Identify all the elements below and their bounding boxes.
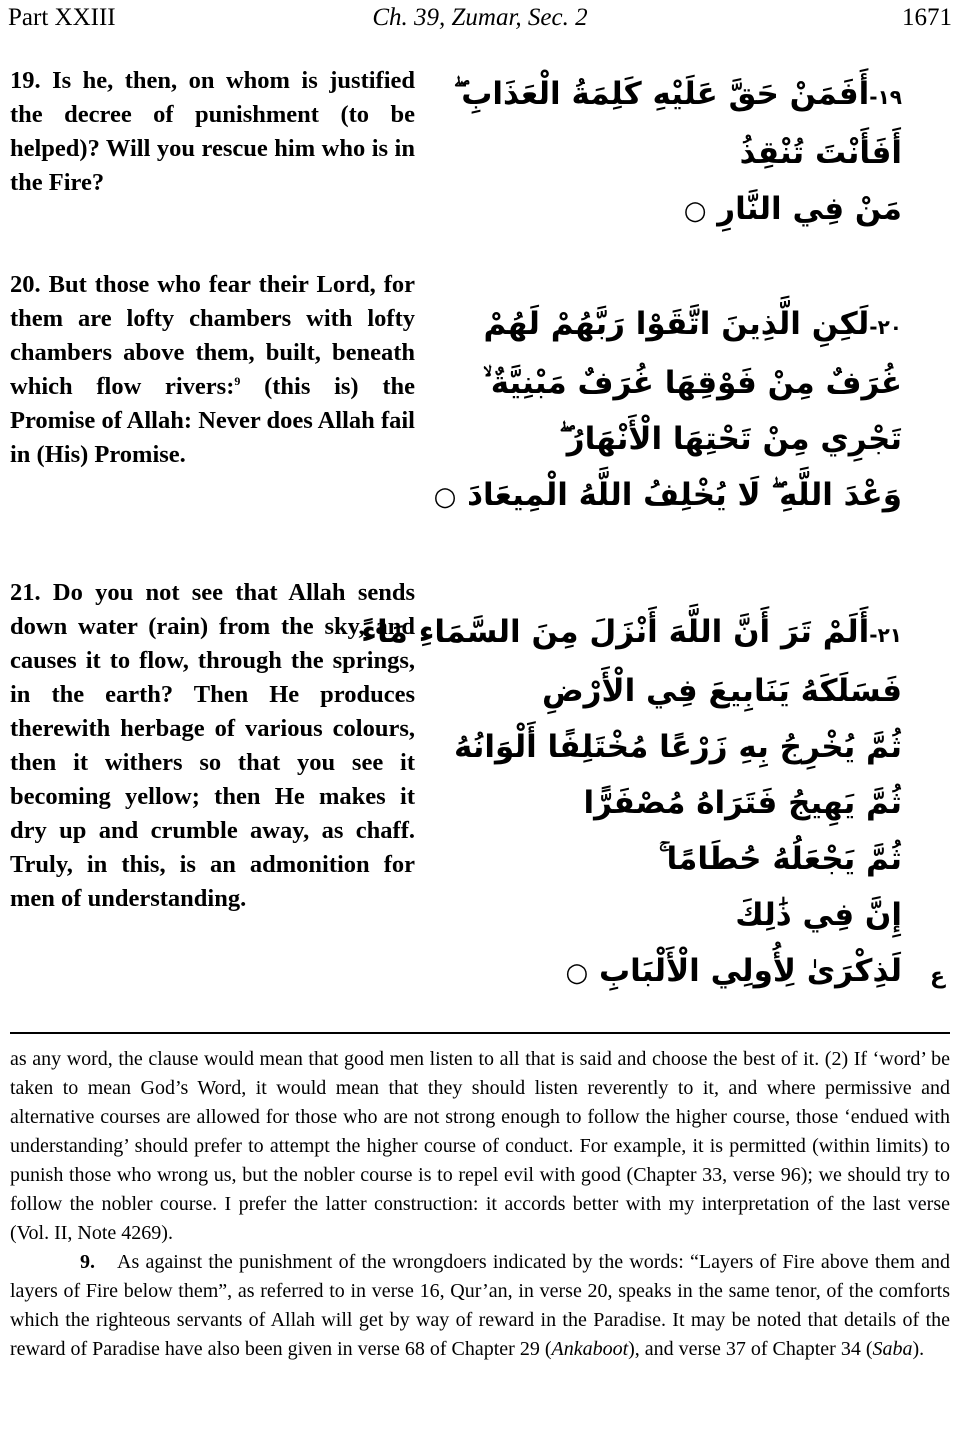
footnote-divider [10, 1032, 950, 1034]
footnote-label: 9. [80, 1251, 95, 1273]
ruku-marker: ع [930, 964, 946, 989]
arabic-line: فَسَلَكَهُ يَنَابِيعَ فِي الْأَرْضِ [541, 673, 902, 709]
running-header [0, 2, 960, 36]
arabic-line: ثُمَّ يُخْرِجُ بِهِ زَرْعًا مُخْتَلِفًا أَلْوَانُهُ [453, 729, 902, 765]
page-number: 1671 [902, 4, 952, 31]
arabic-verse-number: ٢٠- [869, 315, 902, 339]
verse-text: But those who fear their Lord, for them are lofty chambers with lofty chambers above them, built, beneath which flow rivers: [10, 271, 416, 400]
footnote-9: 9. As against the punishment of the wrongdoers indicated by the words: “Layers of Fire above them and layers of Fire below them”, as referred to in verse 16, Qur’an, in verse 20, speaks in the same tenor, of the comforts which the righteous servants of Allah will get by way of reward in the Paradise. It may be noted that details of the reward of Paradise have also been given in verse 68 of Chapter 29 (Ankaboot), and verse 37 of Chapter 34 (Saba). [10, 1251, 950, 1360]
arabic-line: غُرَفٌ مِنْ فَوْقِهَا غُرَفٌ مَبْنِيَّةٌ ۙ [482, 365, 902, 401]
verse-number: 21. [10, 579, 41, 606]
verse-21-arabic [361, 604, 902, 1001]
arabic-line: ٢١-أَلَمْ تَرَ أَنَّ اللَّهَ أَنْزَلَ مِنَ السَّمَاءِ مَاءً [361, 614, 902, 650]
verse-20-translation [10, 268, 415, 472]
arabic-line: إِنَّ فِي ذَٰلِكَ [735, 897, 902, 933]
arabic-verse-number: ١٩- [869, 85, 902, 109]
footnotes [10, 1045, 950, 1364]
verse-text: (this is) the Promise of Allah: Never does Allah fail in (His) Promise. [10, 373, 415, 468]
footnote-continuation: as any word, the clause would mean that good men listen to all that is said and choose the best of it. (2) If ‘word’ be taken to mean God’s Word, it would mean that they should listen reverently to it, and where permissive and alternative courses are allowed for those who are not strong enough to follow the higher course, those ‘endued with understanding’ should prefer to attempt the higher course of conduct. For example, it is permitted (within limits) to punish those who wrong us, but the nobler course is to repel evil with good (Chapter 33, verse 96); we should try to follow the nobler course. I prefer the latter construction: it accords better with my interpretation of the last verse (Vol. II, Note 4269). [10, 1048, 950, 1244]
verse-21-translation [10, 576, 415, 916]
verse-text: Is he, then, on whom is justified the decree of punishment (to be helped)? Will you rescue him who is in the Fire? [10, 67, 415, 196]
arabic-line: وَعْدَ اللَّهِ ۖ لَا يُخْلِفُ اللَّهُ الْمِيعَادَ ○ [433, 477, 902, 513]
ayah-end-icon: ○ [433, 482, 457, 512]
arabic-line: ٢٠-لَكِنِ الَّذِينَ اتَّقَوْا رَبَّهُمْ لَهُمْ [483, 306, 902, 342]
arabic-line: لَذِكْرَىٰ لِأُولِي الْأَلْبَابِ ○ [565, 953, 902, 989]
arabic-line: مَنْ فِي النَّارِ ○ [683, 191, 902, 227]
verse-19-arabic [453, 66, 902, 239]
cited-surah: Saba [872, 1338, 913, 1360]
arabic-verse-number: ٢١- [869, 623, 902, 647]
verse-20-arabic [433, 296, 902, 525]
arabic-line: ثُمَّ يَجْعَلُهُ حُطَامًا ۚ [658, 841, 902, 877]
verse-number: 20. [10, 271, 41, 298]
verse-number: 19. [10, 67, 41, 94]
arabic-line: ثُمَّ يَهِيجُ فَتَرَاهُ مُصْفَرًّا [583, 785, 902, 821]
part-label: Part XXIII [8, 4, 116, 31]
cited-surah: Ankaboot [551, 1338, 629, 1360]
chapter-section-label: Ch. 39, Zumar, Sec. 2 [372, 4, 588, 31]
footnote-reference: 9 [234, 373, 241, 388]
ayah-end-icon: ○ [683, 196, 707, 226]
arabic-line: أَفَأَنْتَ تُنْقِذُ [739, 135, 902, 171]
verse-text: Do you not see that Allah sends down water (rain) from the sky, and causes it to flow, through the springs, in the earth? Then He produces therewith herbage of various colours, then it withers so that you see it becoming yellow; then He makes it dry up and crumble away, as chaff. Truly, in this, is an admonition for men of understanding. [10, 579, 416, 912]
verse-19-translation [10, 64, 415, 200]
arabic-line: ١٩-أَفَمَنْ حَقَّ عَلَيْهِ كَلِمَةُ الْعَذَابِ ۖ [453, 76, 902, 112]
ayah-end-icon: ○ [565, 958, 589, 988]
arabic-line: تَجْرِي مِنْ تَحْتِهَا الْأَنْهَارُ ۖ [559, 421, 902, 457]
